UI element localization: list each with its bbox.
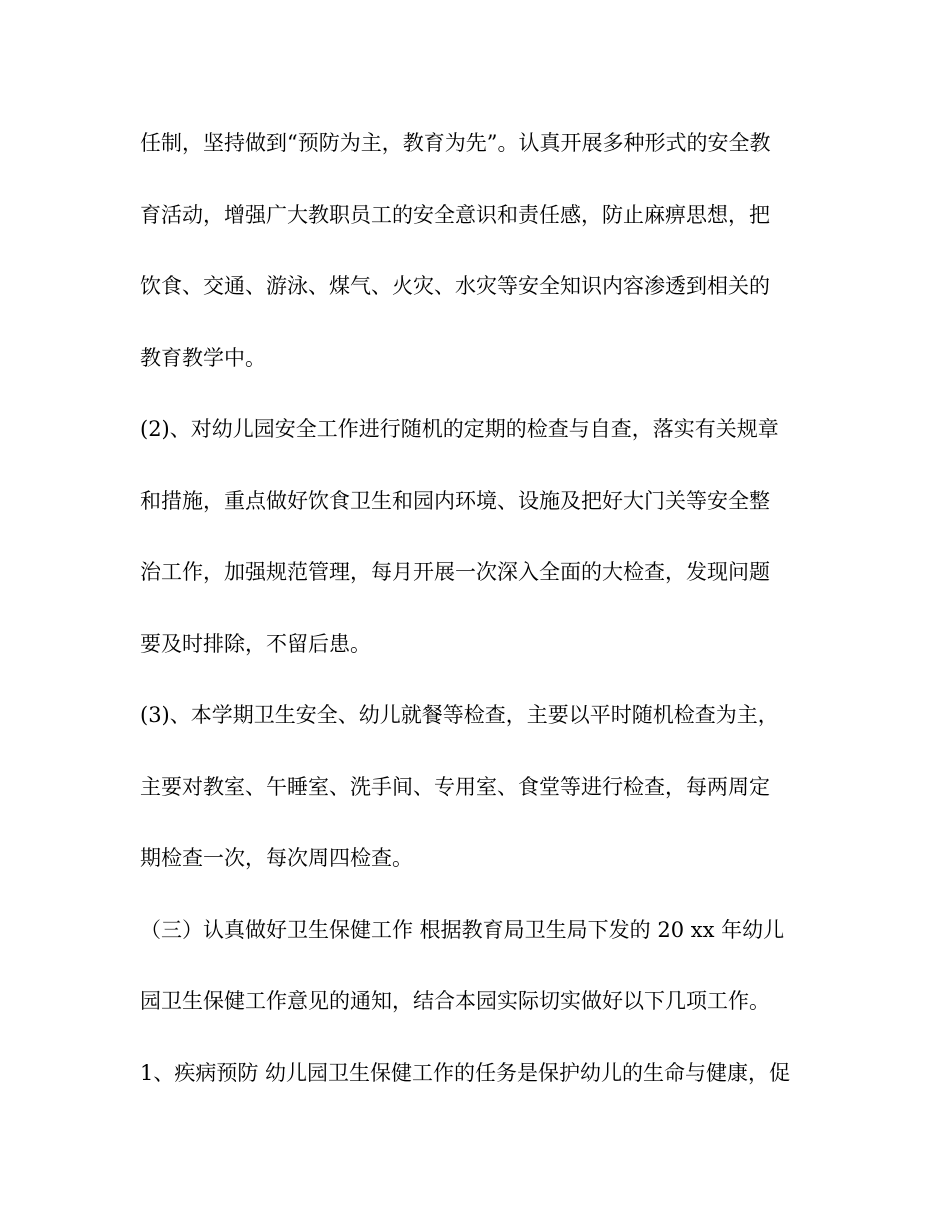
text-line: 教育教学中。	[140, 346, 266, 370]
text-line: 要及时排除，不留后患。	[140, 632, 371, 656]
text-line: (3)、本学期卫生安全、幼儿就餐等检查，主要以平时随机检查为主，	[140, 703, 779, 727]
text-line: (2)、对幼儿园安全工作进行随机的定期的检查与自查，落实有关规章	[140, 417, 779, 441]
text-line: 任制，坚持做到“预防为主，教育为先”。认真开展多种形式的安全教	[140, 131, 771, 155]
text-line: 主要对教室、午睡室、洗手间、专用室、食堂等进行检查，每两周定	[140, 775, 770, 799]
text-line: （三）认真做好卫生保健工作 根据教育局卫生局下发的 20 xx 年幼儿	[140, 918, 785, 942]
text-line: 1、疾病预防 幼儿园卫生保健工作的任务是保护幼儿的生命与健康，促	[140, 1061, 791, 1085]
text-line: 饮食、交通、游泳、煤气、火灾、水灾等安全知识内容渗透到相关的	[140, 274, 770, 298]
text-line: 期检查一次，每次周四检查。	[140, 846, 413, 870]
text-line: 治工作，加强规范管理，每月开展一次深入全面的大检查，发现问题	[140, 560, 770, 584]
text-line: 育活动，增强广大教职员工的安全意识和责任感，防止麻痹思想，把	[140, 203, 770, 227]
text-line: 和措施，重点做好饮食卫生和园内环境、设施及把好大门关等安全整	[140, 489, 770, 513]
text-line: 园卫生保健工作意见的通知，结合本园实际切实做好以下几项工作。	[140, 989, 770, 1013]
